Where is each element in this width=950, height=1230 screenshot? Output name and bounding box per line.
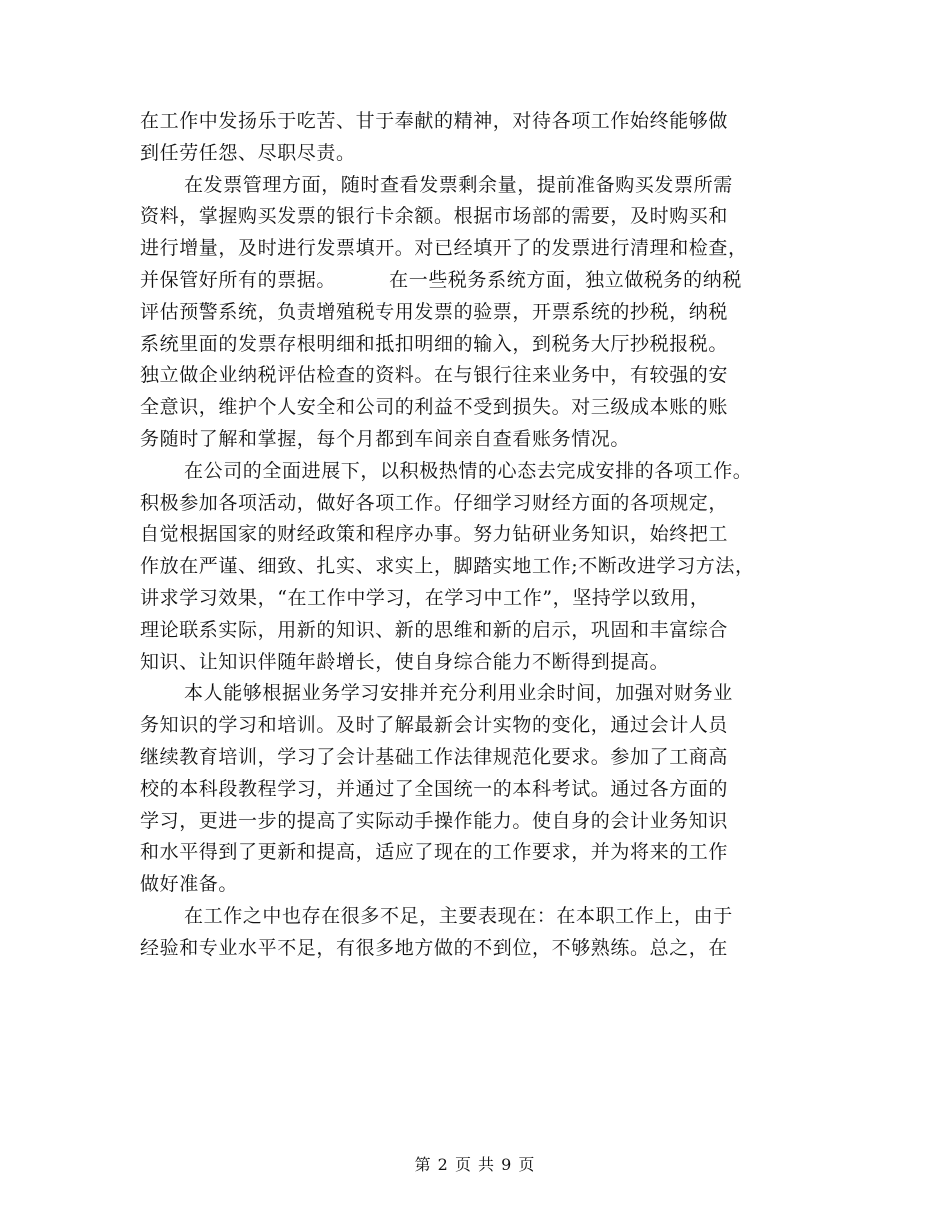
page-footer: 第 2 页 共 9 页 — [414, 1155, 536, 1174]
text-line: 务随时了解和掌握，每个月都到车间亲自查看账务情况。 — [140, 427, 631, 450]
text-line: 和水平得到了更新和提高，适应了现在的工作要求，并为将来的工作 — [140, 841, 729, 864]
text-line: 全意识，维护个人安全和公司的利益不受到损失。对三级成本账的账 — [140, 396, 729, 419]
text-line: 经验和专业水平不足，有很多地方做的不到位，不够熟练。总之，在 — [140, 936, 729, 959]
text-line: 在工作之中也存在很多不足，主要表现在：在本职工作上，由于 — [184, 904, 733, 927]
text-line: 理论联系实际，用新的知识、新的思维和新的启示，巩固和丰富综合 — [140, 618, 729, 641]
text-line: 并保管好所有的票据。 在一些税务系统方面，独立做税务的纳税 — [140, 268, 742, 291]
text-line: 校的本科段教程学习，并通过了全国统一的本科考试。通过各方面的 — [140, 777, 729, 800]
text-line: 务知识的学习和培训。及时了解最新会计实物的变化，通过会计人员 — [140, 714, 729, 737]
text-line: 知识、让知识伴随年龄增长，使自身综合能力不断得到提高。 — [140, 650, 670, 673]
text-line: 评估预警系统，负责增殖税专用发票的验票，开票系统的抄税，纳税 — [140, 300, 729, 323]
text-line: 系统里面的发票存根明细和抵扣明细的输入，到税务大厅抄税报税。 — [140, 332, 729, 355]
text-line: 自觉根据国家的财经政策和程序办事。努力钻研业务知识，始终把工 — [140, 523, 729, 546]
text-line: 继续教育培训，学习了会计基础工作法律规范化要求。参加了工商高 — [140, 745, 729, 768]
text-line: 到任劳任怨、尽职尽责。 — [140, 141, 356, 164]
text-line: 在工作中发扬乐于吃苦、甘于奉献的精神，对待各项工作始终能够做 — [140, 110, 729, 132]
text-line: 做好准备。 — [140, 873, 239, 896]
text-line: 独立做企业纳税评估检查的资料。在与银行往来业务中，有较强的安 — [140, 364, 729, 387]
text-line: 作放在严谨、细致、扎实、求实上，脚踏实地工作;不断改进学习方法， — [140, 555, 755, 578]
text-line: 在公司的全面进展下，以积极热情的心态去完成安排的各项工作。 — [184, 459, 753, 482]
text-line: 本人能够根据业务学习安排并充分利用业余时间，加强对财务业 — [184, 682, 733, 705]
text-line: 在发票管理方面，随时查看发票剩余量，提前准备购买发票所需 — [184, 173, 733, 196]
text-line: 讲求学习效果，“在工作中学习，在学习中工作”，坚持学以致用， — [140, 586, 710, 609]
text-line: 进行增量，及时进行发票填开。对已经填开了的发票进行清理和检查， — [140, 237, 748, 260]
text-line: 资料，掌握购买发票的银行卡余额。根据市场部的需要，及时购买和 — [140, 205, 729, 228]
text-line: 学习，更进一步的提高了实际动手操作能力。使自身的会计业务知识 — [140, 809, 729, 832]
text-line: 积极参加各项活动，做好各项工作。仔细学习财经方面的各项规定， — [140, 491, 729, 514]
document-body — [140, 106, 840, 965]
